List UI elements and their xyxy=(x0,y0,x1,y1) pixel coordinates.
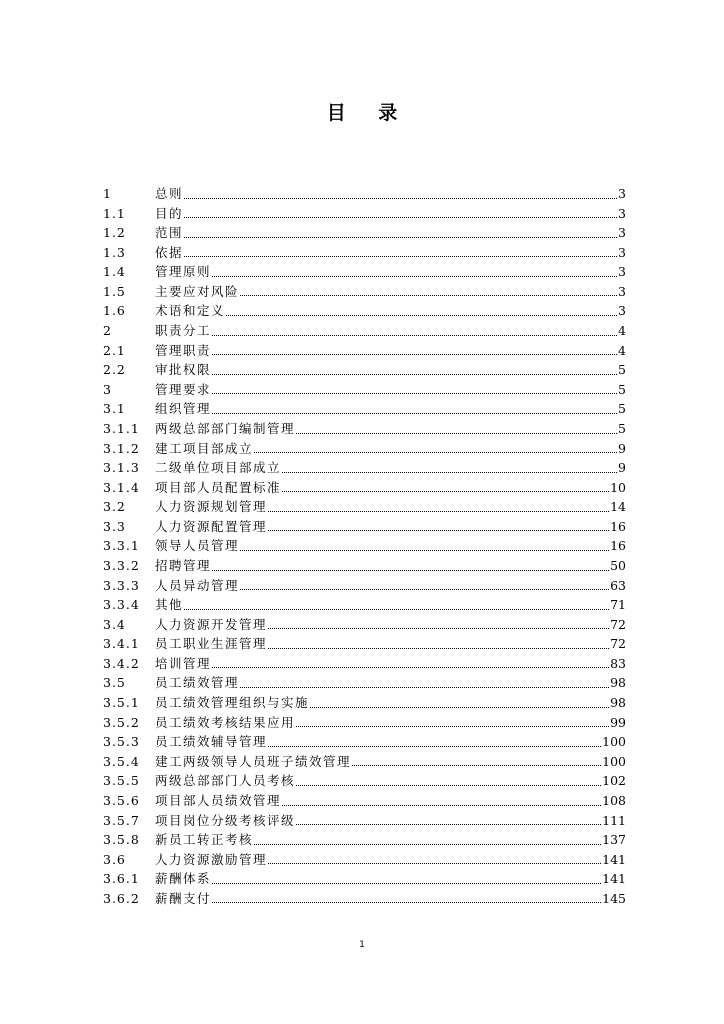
toc-entry[interactable] xyxy=(103,517,626,537)
toc-entry[interactable] xyxy=(103,869,626,889)
toc-dot-leader xyxy=(295,811,602,831)
toc-dot-leader xyxy=(253,439,618,459)
toc-entry-number: 3.3.3 xyxy=(103,577,140,593)
toc-entry-page: 145 xyxy=(602,890,626,906)
toc-entry-title: 人员异动管理 xyxy=(155,577,240,593)
toc-dot-leader xyxy=(239,576,610,596)
toc-dot-leader xyxy=(211,399,618,419)
toc-entry[interactable] xyxy=(103,341,626,361)
toc-entry-page: 9 xyxy=(618,460,626,476)
toc-entry-page: 3 xyxy=(618,225,626,241)
toc-dot-leader xyxy=(211,321,618,341)
toc-dot-leader xyxy=(267,517,610,537)
toc-entry-title: 职责分工 xyxy=(155,323,212,339)
toc-entry-number: 3.5.6 xyxy=(103,792,140,808)
toc-entry[interactable] xyxy=(103,732,626,752)
toc-entry-title: 组织管理 xyxy=(155,401,212,417)
toc-entry-page: 5 xyxy=(618,362,626,378)
toc-entry-number: 1 xyxy=(103,186,112,201)
toc-entry-page: 16 xyxy=(610,518,626,534)
toc-entry-title: 总则 xyxy=(155,186,184,201)
toc-entry[interactable] xyxy=(103,184,626,204)
toc-entry-title: 管理原则 xyxy=(155,264,212,280)
toc-dot-leader xyxy=(211,380,618,400)
toc-dot-leader xyxy=(267,615,610,635)
toc-entry[interactable] xyxy=(103,615,626,635)
toc-entry-number: 3.3.1 xyxy=(103,538,140,554)
toc-entry[interactable] xyxy=(103,693,626,713)
toc-entry-title: 培训管理 xyxy=(155,655,212,671)
page-number: 1 xyxy=(359,940,365,950)
toc-entry[interactable] xyxy=(103,204,626,224)
toc-entry-number: 1.3 xyxy=(103,244,126,260)
toc-dot-leader xyxy=(211,262,618,282)
toc-entry-page: 72 xyxy=(610,616,626,632)
toc-entry-title: 项目部人员配置标准 xyxy=(155,479,282,495)
toc-entry-title: 人力资源规划管理 xyxy=(155,499,268,515)
toc-entry-title: 目的 xyxy=(155,205,184,221)
toc-dot-leader xyxy=(225,301,618,321)
toc-entry-page: 3 xyxy=(618,205,626,221)
toc-entry-page: 141 xyxy=(602,851,626,867)
toc-entry-number: 3.3.2 xyxy=(103,557,140,573)
toc-entry-page: 5 xyxy=(618,381,626,397)
toc-entry-page: 5 xyxy=(618,401,626,417)
toc-entry-number: 3 xyxy=(103,381,112,397)
toc-entry[interactable] xyxy=(103,889,626,909)
table-of-contents xyxy=(103,184,626,908)
toc-entry-title: 两级总部部门人员考核 xyxy=(155,773,296,789)
toc-entry-title: 管理要求 xyxy=(155,381,212,397)
toc-dot-leader xyxy=(211,341,618,361)
toc-entry-title: 招聘管理 xyxy=(155,557,212,573)
toc-dot-leader xyxy=(211,360,618,380)
toc-entry-number: 3.5 xyxy=(103,675,126,691)
toc-entry-title: 人力资源激励管理 xyxy=(155,851,268,867)
toc-entry[interactable] xyxy=(103,419,626,439)
toc-dot-leader xyxy=(183,243,618,263)
toc-entry-number: 3.1.4 xyxy=(103,479,140,495)
toc-dot-leader xyxy=(211,654,610,674)
toc-entry-page: 3 xyxy=(618,283,626,299)
toc-entry[interactable] xyxy=(103,301,626,321)
toc-entry-number: 3.6.2 xyxy=(103,890,140,906)
toc-entry-title: 员工绩效管理 xyxy=(155,675,240,691)
toc-dot-leader xyxy=(295,713,610,733)
toc-entry-title: 其他 xyxy=(155,597,184,613)
toc-entry-page: 3 xyxy=(618,244,626,260)
toc-entry-page: 100 xyxy=(602,734,626,750)
toc-entry[interactable] xyxy=(103,243,626,263)
toc-entry-page: 100 xyxy=(602,753,626,769)
toc-entry-page: 71 xyxy=(610,597,626,613)
toc-dot-leader xyxy=(295,771,602,791)
toc-entry-page: 141 xyxy=(602,871,626,887)
toc-dot-leader xyxy=(211,889,602,909)
toc-entry-title: 员工职业生涯管理 xyxy=(155,636,268,652)
toc-entry-page: 4 xyxy=(618,323,626,339)
toc-entry-title: 范围 xyxy=(155,225,184,241)
toc-entry-number: 3.2 xyxy=(103,499,126,515)
toc-dot-leader xyxy=(239,536,610,556)
toc-entry-number: 1.1 xyxy=(103,205,126,221)
toc-entry[interactable] xyxy=(103,850,626,870)
toc-entry-page: 14 xyxy=(610,499,626,515)
toc-entry-number: 3.6 xyxy=(103,851,126,867)
toc-entry-page: 72 xyxy=(610,636,626,652)
toc-entry[interactable] xyxy=(103,439,626,459)
toc-entry-page: 83 xyxy=(610,655,626,671)
toc-dot-leader xyxy=(239,282,618,302)
toc-dot-leader xyxy=(295,419,618,439)
toc-entry-number: 3.5.2 xyxy=(103,714,140,730)
toc-entry-number: 3.3.4 xyxy=(103,597,140,613)
toc-entry[interactable] xyxy=(103,497,626,517)
toc-dot-leader xyxy=(351,752,602,772)
toc-entry-number: 3.5.7 xyxy=(103,812,140,828)
toc-entry-number: 3.5.5 xyxy=(103,773,140,789)
toc-entry-page: 102 xyxy=(602,773,626,789)
toc-entry-title: 建工两级领导人员班子绩效管理 xyxy=(155,753,352,769)
toc-dot-leader xyxy=(211,869,602,889)
toc-entry-title: 领导人员管理 xyxy=(155,538,240,554)
toc-entry-title: 术语和定义 xyxy=(155,303,226,319)
toc-dot-leader xyxy=(281,791,602,811)
toc-entry-title: 审批权限 xyxy=(155,362,212,378)
page-title: 目 录 xyxy=(326,102,398,124)
toc-entry[interactable] xyxy=(103,634,626,654)
toc-dot-leader xyxy=(239,673,610,693)
toc-dot-leader xyxy=(253,830,602,850)
toc-entry[interactable] xyxy=(103,321,626,341)
toc-entry-page: 63 xyxy=(610,577,626,593)
toc-entry-number: 1.2 xyxy=(103,225,126,241)
toc-entry[interactable] xyxy=(103,713,626,733)
toc-entry-title: 人力资源配置管理 xyxy=(155,518,268,534)
toc-entry[interactable] xyxy=(103,556,626,576)
toc-dot-leader xyxy=(267,634,610,654)
toc-entry[interactable] xyxy=(103,262,626,282)
toc-entry-page: 9 xyxy=(618,440,626,456)
toc-entry-number: 2 xyxy=(103,323,112,339)
toc-entry-number: 3.1 xyxy=(103,401,126,417)
toc-entry-title: 员工绩效考核结果应用 xyxy=(155,714,296,730)
toc-entry[interactable] xyxy=(103,752,626,772)
toc-entry-page: 111 xyxy=(602,812,626,828)
toc-entry-title: 新员工转正考核 xyxy=(155,832,254,848)
toc-dot-leader xyxy=(281,478,610,498)
toc-entry-number: 2.2 xyxy=(103,362,126,378)
toc-dot-leader xyxy=(267,732,602,752)
toc-entry-page: 98 xyxy=(610,675,626,691)
toc-entry[interactable] xyxy=(103,771,626,791)
toc-entry-number: 3.4 xyxy=(103,616,126,632)
toc-dot-leader xyxy=(281,458,618,478)
toc-entry[interactable] xyxy=(103,458,626,478)
toc-entry-page: 99 xyxy=(610,714,626,730)
toc-entry[interactable] xyxy=(103,380,626,400)
toc-entry-title: 建工项目部成立 xyxy=(155,440,254,456)
toc-entry-number: 3.3 xyxy=(103,518,126,534)
toc-entry-page: 3 xyxy=(618,264,626,280)
toc-entry-title: 管理职责 xyxy=(155,342,212,358)
toc-entry-title: 依据 xyxy=(155,244,184,260)
toc-dot-leader xyxy=(211,556,610,576)
toc-entry[interactable] xyxy=(103,654,626,674)
toc-entry[interactable] xyxy=(103,536,626,556)
toc-entry[interactable] xyxy=(103,673,626,693)
toc-entry-number: 3.5.8 xyxy=(103,832,140,848)
toc-entry-title: 员工绩效辅导管理 xyxy=(155,734,268,750)
toc-entry[interactable] xyxy=(103,360,626,380)
toc-entry[interactable] xyxy=(103,478,626,498)
toc-dot-leader xyxy=(183,184,618,204)
toc-entry-number: 3.4.1 xyxy=(103,636,140,652)
toc-entry[interactable] xyxy=(103,595,626,615)
toc-entry-title: 两级总部部门编制管理 xyxy=(155,420,296,436)
toc-entry[interactable] xyxy=(103,791,626,811)
toc-entry-page: 98 xyxy=(610,695,626,711)
toc-entry-number: 1.6 xyxy=(103,303,126,319)
toc-entry-title: 薪酬支付 xyxy=(155,890,212,906)
toc-entry-title: 项目部人员绩效管理 xyxy=(155,792,282,808)
toc-entry-number: 1.4 xyxy=(103,264,126,280)
toc-entry-title: 项目岗位分级考核评级 xyxy=(155,812,296,828)
toc-dot-leader xyxy=(309,693,610,713)
toc-entry-page: 50 xyxy=(610,557,626,573)
toc-entry-page: 5 xyxy=(618,420,626,436)
toc-entry-title: 人力资源开发管理 xyxy=(155,616,268,632)
toc-entry-number: 3.4.2 xyxy=(103,655,140,671)
toc-entry-number: 3.5.1 xyxy=(103,695,140,711)
toc-entry[interactable] xyxy=(103,282,626,302)
toc-entry-title: 主要应对风险 xyxy=(155,283,240,299)
toc-entry-page: 3 xyxy=(618,303,626,319)
toc-entry[interactable] xyxy=(103,576,626,596)
toc-entry-number: 1.5 xyxy=(103,283,126,299)
toc-entry-number: 3.1.1 xyxy=(103,420,140,436)
toc-entry-number: 3.1.3 xyxy=(103,460,140,476)
toc-entry-number: 3.6.1 xyxy=(103,871,140,887)
toc-entry-page: 4 xyxy=(618,342,626,358)
toc-entry-number: 2.1 xyxy=(103,342,126,358)
toc-entry-title: 员工绩效管理组织与实施 xyxy=(155,695,310,711)
toc-entry-title: 薪酬体系 xyxy=(155,871,212,887)
toc-entry-page: 16 xyxy=(610,538,626,554)
toc-entry-title: 二级单位项目部成立 xyxy=(155,460,282,476)
toc-dot-leader xyxy=(267,850,602,870)
toc-entry-number: 3.1.2 xyxy=(103,440,140,456)
toc-entry[interactable] xyxy=(103,223,626,243)
toc-entry-page: 108 xyxy=(602,792,626,808)
toc-entry-page: 10 xyxy=(610,479,626,495)
toc-entry[interactable] xyxy=(103,399,626,419)
toc-dot-leader xyxy=(183,223,618,243)
toc-dot-leader xyxy=(183,204,618,224)
toc-entry-number: 3.5.3 xyxy=(103,734,140,750)
toc-dot-leader xyxy=(267,497,610,517)
toc-entry-number: 3.5.4 xyxy=(103,753,140,769)
toc-entry-page: 3 xyxy=(618,186,626,201)
toc-dot-leader xyxy=(183,595,610,615)
toc-entry[interactable] xyxy=(103,830,626,850)
toc-entry[interactable] xyxy=(103,811,626,831)
toc-entry-page: 137 xyxy=(602,832,626,848)
